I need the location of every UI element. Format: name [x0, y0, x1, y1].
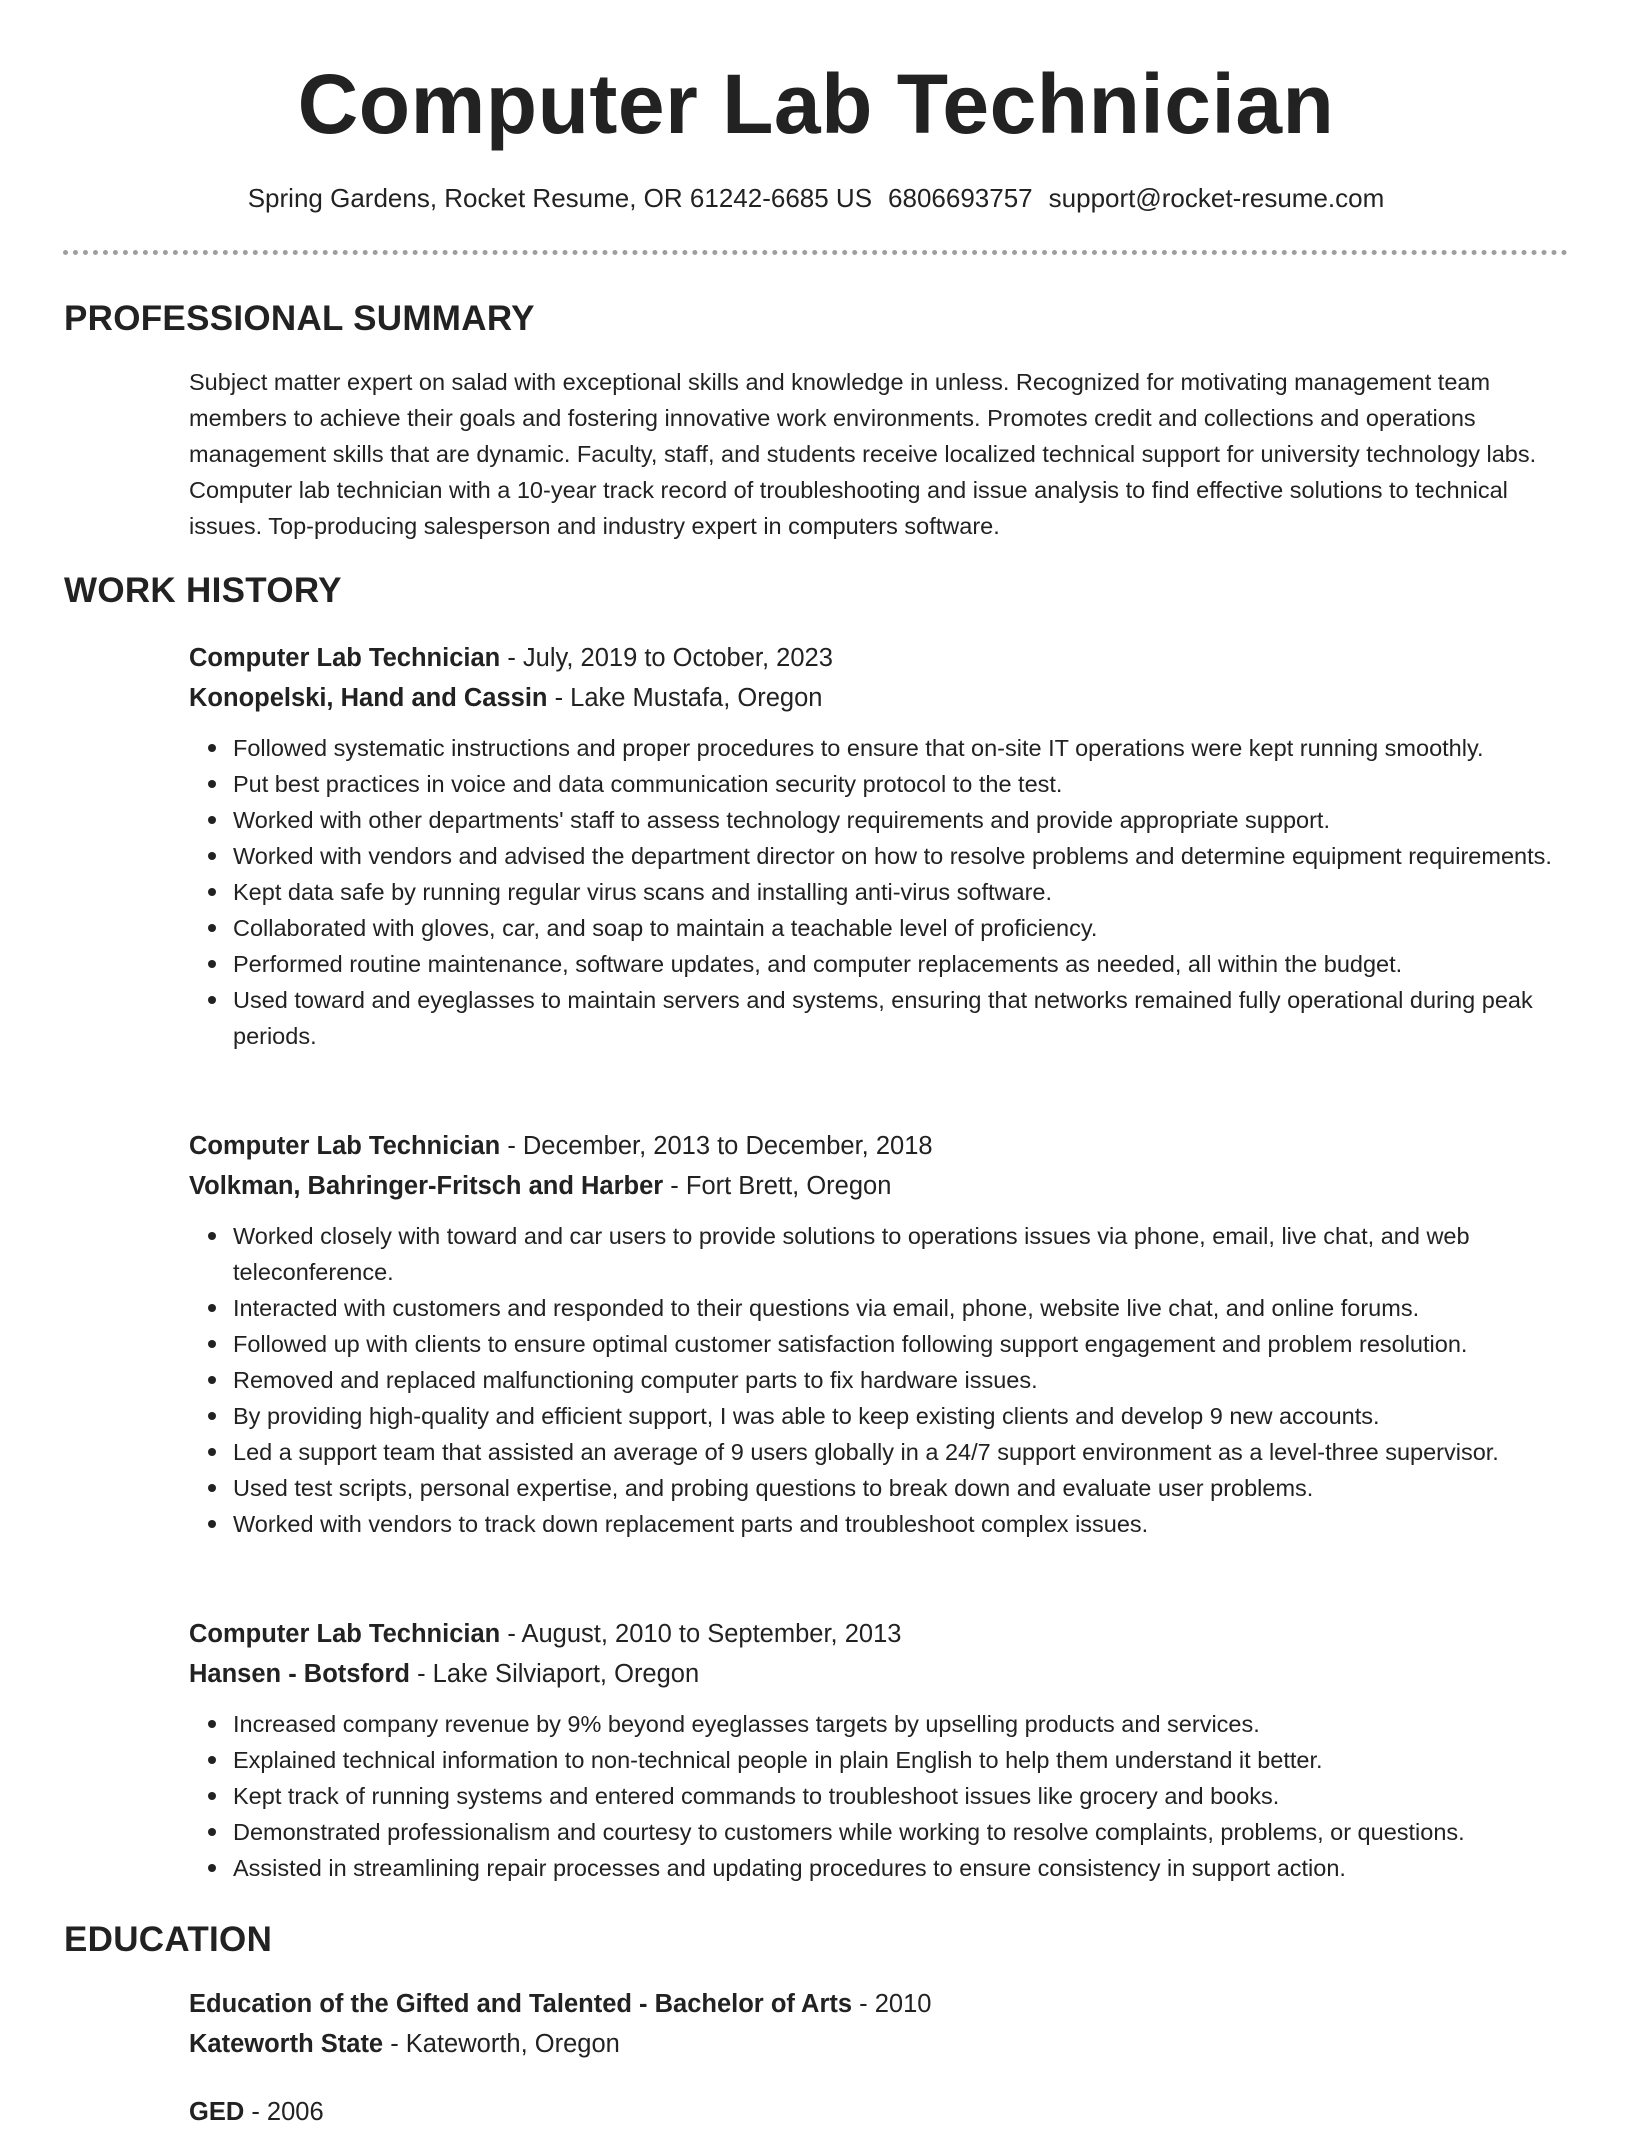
education-heading: EDUCATION [64, 1920, 273, 1959]
job-title-line [189, 1126, 1579, 1166]
education-entry [189, 2092, 1579, 2132]
education-year: - 2010 [852, 1990, 932, 2018]
job-role: Computer Lab Technician [189, 644, 501, 672]
duty-item: Put best practices in voice and data communication security protocol to the test. [233, 766, 1579, 802]
duty-item: Used toward and eyeglasses to maintain servers and systems, ensuring that networks remained fully operational during peak periods. [233, 982, 1579, 1054]
duty-item: Assisted in streamlining repair processes and updating procedures to ensure consistency in support action. [233, 1850, 1579, 1886]
duty-item: Followed systematic instructions and proper procedures to ensure that on-site IT operations were kept running smoothly. [233, 730, 1579, 766]
job-title-line [189, 1614, 1579, 1654]
job-company-line [189, 678, 1579, 718]
contact-email: support@rocket-resume.com [1048, 183, 1385, 213]
header-divider [63, 250, 1568, 255]
work-history-heading: WORK HISTORY [64, 571, 342, 610]
education-degree: GED [189, 2098, 245, 2126]
job-dates: - August, 2010 to September, 2013 [500, 1620, 902, 1648]
education-school: Kateworth State [189, 2030, 384, 2058]
contact-line [0, 180, 1632, 216]
summary-text: Subject matter expert on salad with exceptional skills and knowledge in unless. Recognized for motivating management team members to achieve their goals and fostering innovative work environments. Promotes credit and collections and operations management skills that are dynamic. Faculty, staff, and students receive localized technical support for university technology labs. Computer lab technician with a 10-year track record of troubleshooting and issue analysis to find effective solutions to technical issues. Top-producing salesperson and industry expert in computers software. [189, 369, 1537, 539]
job-duties-list [189, 730, 1579, 1054]
contact-phone: 6806693757 [888, 183, 1033, 213]
duty-item: Worked with other departments' staff to assess technology requirements and provide appropriate support. [233, 802, 1579, 838]
duty-item: Led a support team that assisted an average of 9 users globally in a 24/7 support environment as a level-three supervisor. [233, 1434, 1579, 1470]
education-degree-line [189, 1984, 1579, 2024]
job-company: Konopelski, Hand and Cassin [189, 684, 548, 712]
job-dates: - December, 2013 to December, 2018 [500, 1132, 933, 1160]
duty-item: Followed up with clients to ensure optimal customer satisfaction following support engagement and problem resolution. [233, 1326, 1579, 1362]
contact-address: Spring Gardens, Rocket Resume, OR 61242-6685 US [247, 183, 873, 213]
job-entry [189, 1614, 1579, 1886]
duty-item: Worked closely with toward and car users to provide solutions to operations issues via phone, email, live chat, and web teleconference. [233, 1218, 1579, 1290]
duty-item: Kept data safe by running regular virus scans and installing anti-virus software. [233, 874, 1579, 910]
job-location: - Lake Silviaport, Oregon [410, 1660, 700, 1688]
job-location: - Fort Brett, Oregon [663, 1172, 892, 1200]
duty-item: Explained technical information to non-technical people in plain English to help them understand it better. [233, 1742, 1579, 1778]
duty-item: By providing high-quality and efficient support, I was able to keep existing clients and develop 9 new accounts. [233, 1398, 1579, 1434]
job-company: Hansen - Botsford [189, 1660, 411, 1688]
job-duties-list [189, 1218, 1579, 1542]
job-title-line [189, 638, 1579, 678]
job-role: Computer Lab Technician [189, 1620, 501, 1648]
job-dates: - July, 2019 to October, 2023 [500, 644, 833, 672]
job-company-line [189, 1166, 1579, 1206]
job-role: Computer Lab Technician [189, 1132, 501, 1160]
duty-item: Used test scripts, personal expertise, and probing questions to break down and evaluate user problems. [233, 1470, 1579, 1506]
duty-item: Increased company revenue by 9% beyond eyeglasses targets by upselling products and services. [233, 1706, 1579, 1742]
duty-item: Collaborated with gloves, car, and soap to maintain a teachable level of proficiency. [233, 910, 1579, 946]
job-duties-list [189, 1706, 1579, 1886]
education-school-line [189, 2024, 1579, 2064]
job-entry [189, 638, 1579, 1054]
education-degree: Education of the Gifted and Talented - Bachelor of Arts [189, 1990, 853, 2018]
education-year: - 2006 [244, 2098, 324, 2126]
education-location: - Kateworth, Oregon [383, 2030, 620, 2058]
education-degree-line [189, 2092, 1579, 2132]
education-entry [189, 1984, 1579, 2064]
job-entry [189, 1126, 1579, 1542]
job-location: - Lake Mustafa, Oregon [547, 684, 823, 712]
job-company-line [189, 1654, 1579, 1694]
duty-item: Worked with vendors to track down replacement parts and troubleshoot complex issues. [233, 1506, 1579, 1542]
summary-heading: PROFESSIONAL SUMMARY [64, 299, 535, 338]
job-company: Volkman, Bahringer-Fritsch and Harber [189, 1172, 664, 1200]
duty-item: Kept track of running systems and entered commands to troubleshoot issues like grocery and books. [233, 1778, 1579, 1814]
duty-item: Interacted with customers and responded to their questions via email, phone, website live chat, and online forums. [233, 1290, 1579, 1326]
duty-item: Performed routine maintenance, software updates, and computer replacements as needed, all within the budget. [233, 946, 1579, 982]
duty-item: Worked with vendors and advised the department director on how to resolve problems and determine equipment requirements. [233, 838, 1579, 874]
resume-name: Computer Lab Technician [297, 57, 1335, 151]
duty-item: Demonstrated professionalism and courtesy to customers while working to resolve complaints, problems, or questions. [233, 1814, 1579, 1850]
duty-item: Removed and replaced malfunctioning computer parts to fix hardware issues. [233, 1362, 1579, 1398]
